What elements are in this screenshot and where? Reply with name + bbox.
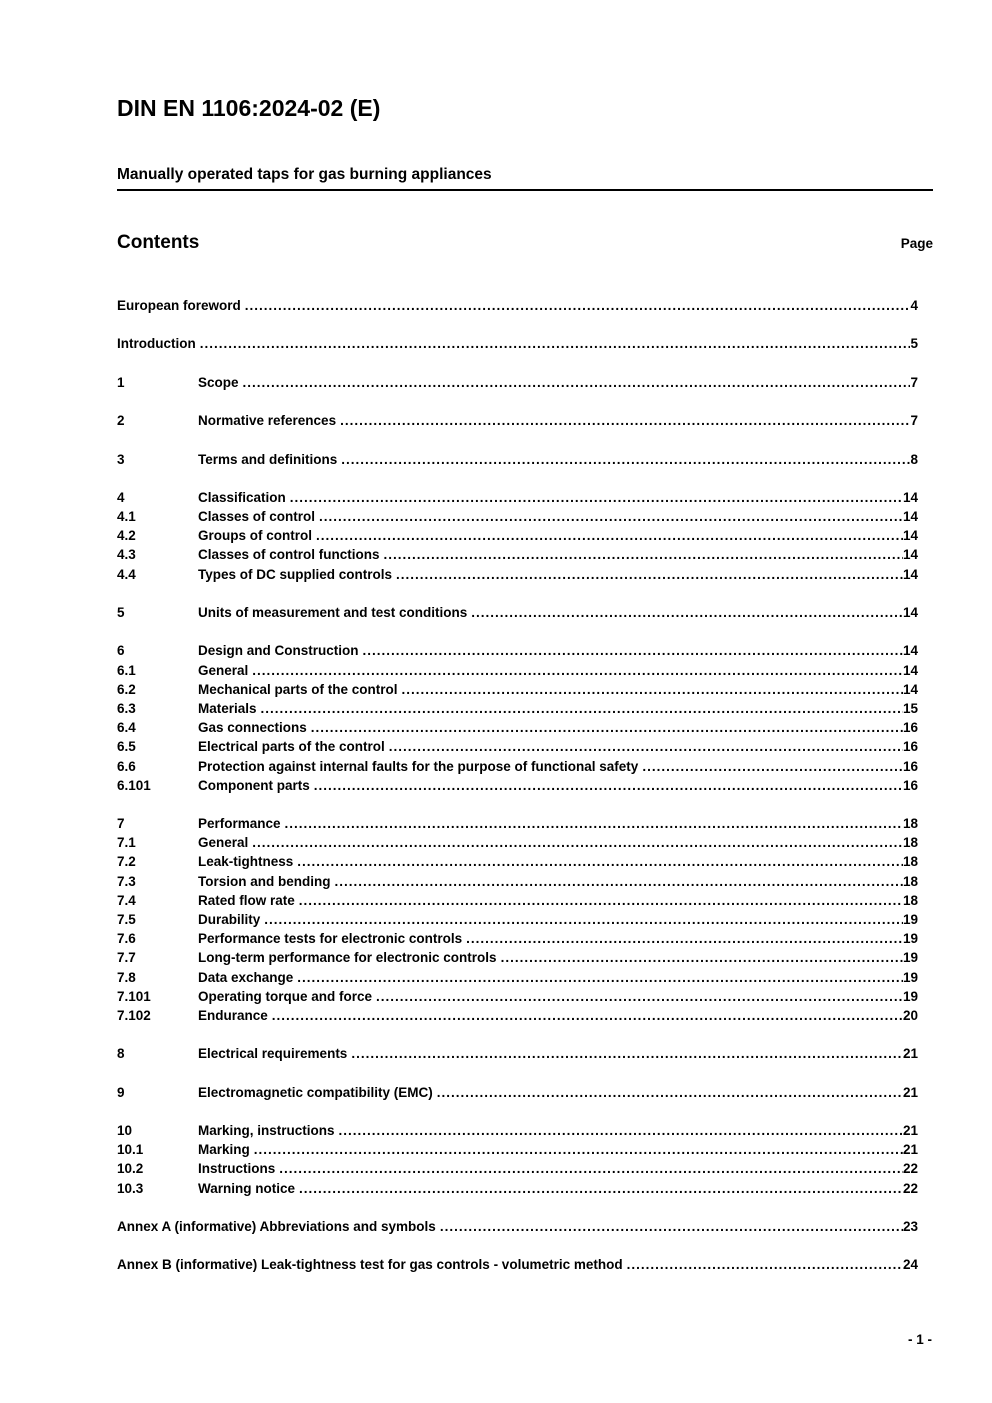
toc-entry <box>117 833 933 852</box>
toc-group <box>117 334 933 353</box>
toc-entry-title: Leak-tightness <box>198 854 294 870</box>
toc-entry-number: 7.1 <box>117 835 136 851</box>
toc-entry <box>117 545 933 564</box>
toc-entry-title: Performance tests for electronic controls <box>198 931 463 947</box>
toc-entry-number: 7.6 <box>117 931 136 947</box>
toc-leader-dots <box>279 1159 903 1178</box>
toc-entry-title: Introduction <box>117 336 196 352</box>
toc-entry <box>117 968 933 987</box>
toc-leader-dots <box>389 737 903 756</box>
toc-entry-page: 14 <box>902 662 918 678</box>
toc-group <box>117 603 933 622</box>
toc-entry <box>117 929 933 948</box>
toc-leader-dots <box>290 488 903 507</box>
toc-entry-title: Long-term performance for electronic controls <box>198 950 497 966</box>
toc-entry-number: 10.2 <box>117 1161 144 1177</box>
toc-entry-page: 14 <box>902 643 918 659</box>
toc-entry <box>117 891 933 910</box>
toc-leader-dots <box>440 1217 903 1236</box>
toc-entry-number: 7.101 <box>117 988 151 1004</box>
footer-page-number: - 1 - <box>907 1332 932 1347</box>
toc-entry-title: Electrical requirements <box>198 1046 348 1062</box>
toc-entry <box>117 757 933 776</box>
toc-entry-number: 6.6 <box>117 758 136 774</box>
toc-entry-page: 14 <box>902 509 918 525</box>
toc-group <box>117 641 933 795</box>
toc-entry-page: 14 <box>902 681 918 697</box>
toc-entry-number: 4 <box>117 489 125 505</box>
toc-leader-dots <box>252 833 903 852</box>
toc-entry-title: Mechanical parts of the control <box>198 681 398 697</box>
toc-entry <box>117 680 933 699</box>
toc-leader-dots <box>376 987 903 1006</box>
toc-group <box>117 296 933 315</box>
toc-entry-number: 4.1 <box>117 509 136 525</box>
toc-entry-page: 19 <box>902 988 918 1004</box>
toc-entry-title: Endurance <box>198 1007 268 1023</box>
toc-entry <box>117 334 933 353</box>
toc-entry <box>117 411 933 430</box>
toc-entry <box>117 1159 933 1178</box>
contents-header <box>117 231 933 254</box>
toc-entry <box>117 1083 933 1102</box>
toc-entry-title: Instructions <box>198 1161 276 1177</box>
toc-entry-title: Rated flow rate <box>198 892 295 908</box>
toc-entry <box>117 603 933 622</box>
toc-entry-title: Performance <box>198 816 281 832</box>
toc-entry-title: General <box>198 835 249 851</box>
toc-leader-dots <box>297 968 903 987</box>
toc-entry-number: 9 <box>117 1084 125 1100</box>
toc-entry <box>117 565 933 584</box>
toc-entry-number: 6.2 <box>117 681 136 697</box>
toc-entry-number: 6.5 <box>117 739 136 755</box>
toc-entry <box>117 661 933 680</box>
document-title: Manually operated taps for gas burning appliances <box>117 166 933 191</box>
toc-entry-number: 6.4 <box>117 720 136 736</box>
toc-entry-title: General <box>198 662 249 678</box>
toc-entry-page: 18 <box>902 873 918 889</box>
toc-entry-page: 7 <box>910 374 918 390</box>
toc-entry <box>117 641 933 660</box>
toc-group <box>117 1217 933 1236</box>
toc-entry-page: 4 <box>910 298 918 313</box>
toc-entry-title: Gas connections <box>198 720 307 736</box>
toc-entry <box>117 948 933 967</box>
toc-entry-number: 6 <box>117 643 125 659</box>
toc-entry-number: 8 <box>117 1046 125 1062</box>
toc-leader-dots <box>316 526 903 545</box>
toc-entry-title: Scope <box>198 374 239 390</box>
toc-entry-title: Design and Construction <box>198 643 359 659</box>
toc-leader-dots <box>299 891 903 910</box>
toc-entry-page: 21 <box>902 1123 918 1139</box>
toc-entry <box>117 526 933 545</box>
toc-entry-page: 14 <box>902 566 918 582</box>
toc-entry-title: Groups of control <box>198 528 312 544</box>
toc-entry-title: Marking <box>198 1142 250 1158</box>
toc-entry-number: 4.2 <box>117 528 136 544</box>
toc-entry-number: 6.3 <box>117 700 136 716</box>
toc-entry-page: 19 <box>902 950 918 966</box>
toc-entry-number: 7 <box>117 816 125 832</box>
toc-leader-dots <box>254 1140 903 1159</box>
toc-entry-title: Data exchange <box>198 969 294 985</box>
toc-entry-page: 14 <box>902 528 918 544</box>
toc-entry-number: 1 <box>117 374 125 390</box>
toc-leader-dots <box>297 852 903 871</box>
toc-entry-number: 7.7 <box>117 950 136 966</box>
toc-entry <box>117 1121 933 1140</box>
toc-entry-number: 7.5 <box>117 912 136 927</box>
toc-entry-title: Torsion and bending <box>198 873 331 889</box>
toc-group <box>117 814 933 1025</box>
toc-leader-dots <box>245 296 911 315</box>
toc-leader-dots <box>402 680 903 699</box>
toc-entry-title: Protection against internal faults for the purpose of functional safety <box>198 758 639 774</box>
toc-entry-title: Durability <box>198 912 261 927</box>
toc-leader-dots <box>384 545 903 564</box>
toc-entry-page: 18 <box>902 892 918 908</box>
toc-entry-title: Classification <box>198 489 286 505</box>
toc-leader-dots <box>501 948 903 967</box>
toc-entry <box>117 814 933 833</box>
toc-entry-page: 24 <box>902 1257 918 1273</box>
toc-entry-number: 10.3 <box>117 1180 144 1196</box>
toc-entry-page: 22 <box>902 1180 918 1196</box>
toc-entry-title: Warning notice <box>198 1180 295 1196</box>
toc-entry <box>117 910 933 929</box>
toc-entry-page: 7 <box>910 413 918 429</box>
toc-entry <box>117 450 933 469</box>
toc-leader-dots <box>335 872 903 891</box>
toc-entry-page: 18 <box>902 816 918 832</box>
toc-entry <box>117 296 933 315</box>
toc-entry-number: 7.4 <box>117 892 136 908</box>
toc-entry <box>117 699 933 718</box>
toc-leader-dots <box>466 929 903 948</box>
toc-entry-title: Classes of control <box>198 509 316 525</box>
toc-entry-title: Normative references <box>198 413 337 429</box>
toc-entry-number: 7.2 <box>117 854 136 870</box>
toc-leader-dots <box>341 450 910 469</box>
toc-entry-number: 7.8 <box>117 969 136 985</box>
toc-entry-page: 21 <box>902 1142 918 1158</box>
toc-entry-page: 14 <box>902 489 918 505</box>
toc-entry <box>117 1044 933 1063</box>
toc-entry-title: Annex B (informative) Leak-tightness test for gas controls - volumetric method <box>117 1257 623 1273</box>
toc-leader-dots <box>642 757 903 776</box>
toc-leader-dots <box>339 1121 903 1140</box>
toc-entry <box>117 776 933 795</box>
toc-group <box>117 411 933 430</box>
toc-entry <box>117 1217 933 1236</box>
toc-entry-page: 18 <box>902 835 918 851</box>
toc-entry-title: Component parts <box>198 777 310 793</box>
toc-entry-number: 10 <box>117 1123 133 1139</box>
toc-entry-page: 23 <box>902 1219 918 1234</box>
toc-group <box>117 450 933 469</box>
toc-entry-number: 5 <box>117 605 125 620</box>
toc-group <box>117 1121 933 1198</box>
toc-entry-title: Electrical parts of the control <box>198 739 385 755</box>
toc-entry-page: 19 <box>902 931 918 947</box>
toc-leader-dots <box>340 411 910 430</box>
toc-leader-dots <box>200 334 911 353</box>
toc-leader-dots <box>243 373 911 392</box>
toc-entry-page: 5 <box>910 336 918 352</box>
toc-leader-dots <box>252 661 903 680</box>
toc-entry-number: 6.101 <box>117 777 151 793</box>
toc-entry-page: 18 <box>902 854 918 870</box>
toc-entry-number: 7.102 <box>117 1007 151 1023</box>
toc-entry <box>117 718 933 737</box>
toc-entry <box>117 507 933 526</box>
contents-heading: Contents <box>117 232 200 253</box>
toc-entry-page: 15 <box>902 700 918 716</box>
standard-number: DIN EN 1106:2024-02 (E) <box>117 95 381 121</box>
toc-leader-dots <box>627 1255 903 1274</box>
toc-entry-title: Marking, instructions <box>198 1123 335 1139</box>
toc-entry-page: 20 <box>902 1007 918 1023</box>
toc-entry-title: Operating torque and force <box>198 988 373 1004</box>
toc-entry-number: 2 <box>117 413 125 429</box>
toc-entry <box>117 373 933 392</box>
toc-leader-dots <box>471 603 903 622</box>
toc-entry <box>117 1006 933 1025</box>
toc-entry-title: European foreword <box>117 298 241 313</box>
toc-entry-number: 7.3 <box>117 873 136 889</box>
toc-entry-page: 21 <box>902 1046 918 1062</box>
toc-leader-dots <box>319 507 903 526</box>
toc-entry <box>117 872 933 891</box>
toc-leader-dots <box>299 1179 903 1198</box>
toc-entry-page: 8 <box>910 451 918 467</box>
toc-group <box>117 1255 933 1274</box>
toc-entry-page: 19 <box>902 912 918 927</box>
toc-entry-number: 6.1 <box>117 662 136 678</box>
toc-leader-dots <box>314 776 903 795</box>
toc-leader-dots <box>272 1006 903 1025</box>
toc-entry-title: Electromagnetic compatibility (EMC) <box>198 1084 433 1100</box>
page-column-label: Page <box>900 236 933 251</box>
toc-entry-number: 4.3 <box>117 547 136 563</box>
toc-entry-title: Classes of control functions <box>198 547 380 563</box>
toc-entry-number: 4.4 <box>117 566 136 582</box>
toc-entry <box>117 1179 933 1198</box>
toc <box>117 296 933 1275</box>
toc-entry-number: 3 <box>117 451 125 467</box>
toc-group <box>117 373 933 392</box>
toc-entry-title: Units of measurement and test conditions <box>198 605 468 620</box>
toc-entry-page: 16 <box>902 777 918 793</box>
toc-entry-title: Types of DC supplied controls <box>198 566 393 582</box>
toc-leader-dots <box>363 641 903 660</box>
toc-entry-title: Materials <box>198 700 257 716</box>
toc-entry-number: 10.1 <box>117 1142 144 1158</box>
toc-entry-page: 21 <box>902 1084 918 1100</box>
toc-leader-dots <box>285 814 903 833</box>
toc-entry-page: 19 <box>902 969 918 985</box>
toc-entry <box>117 1255 933 1274</box>
toc-entry-page: 14 <box>902 547 918 563</box>
toc-entry-page: 16 <box>902 720 918 736</box>
toc-entry-page: 22 <box>902 1161 918 1177</box>
toc-leader-dots <box>351 1044 903 1063</box>
toc-leader-dots <box>261 699 903 718</box>
toc-entry-title: Annex A (informative) Abbreviations and symbols <box>117 1219 436 1234</box>
toc-entry <box>117 488 933 507</box>
toc-group <box>117 1083 933 1102</box>
toc-entry-title: Terms and definitions <box>198 451 338 467</box>
toc-leader-dots <box>396 565 903 584</box>
toc-group <box>117 488 933 584</box>
toc-entry <box>117 852 933 871</box>
toc-leader-dots <box>311 718 903 737</box>
toc-entry <box>117 1140 933 1159</box>
toc-entry-page: 14 <box>902 605 918 620</box>
toc-leader-dots <box>264 910 903 929</box>
toc-leader-dots <box>437 1083 903 1102</box>
toc-entry <box>117 987 933 1006</box>
toc-entry-page: 16 <box>902 758 918 774</box>
toc-group <box>117 1044 933 1063</box>
toc-entry <box>117 737 933 756</box>
toc-entry-page: 16 <box>902 739 918 755</box>
